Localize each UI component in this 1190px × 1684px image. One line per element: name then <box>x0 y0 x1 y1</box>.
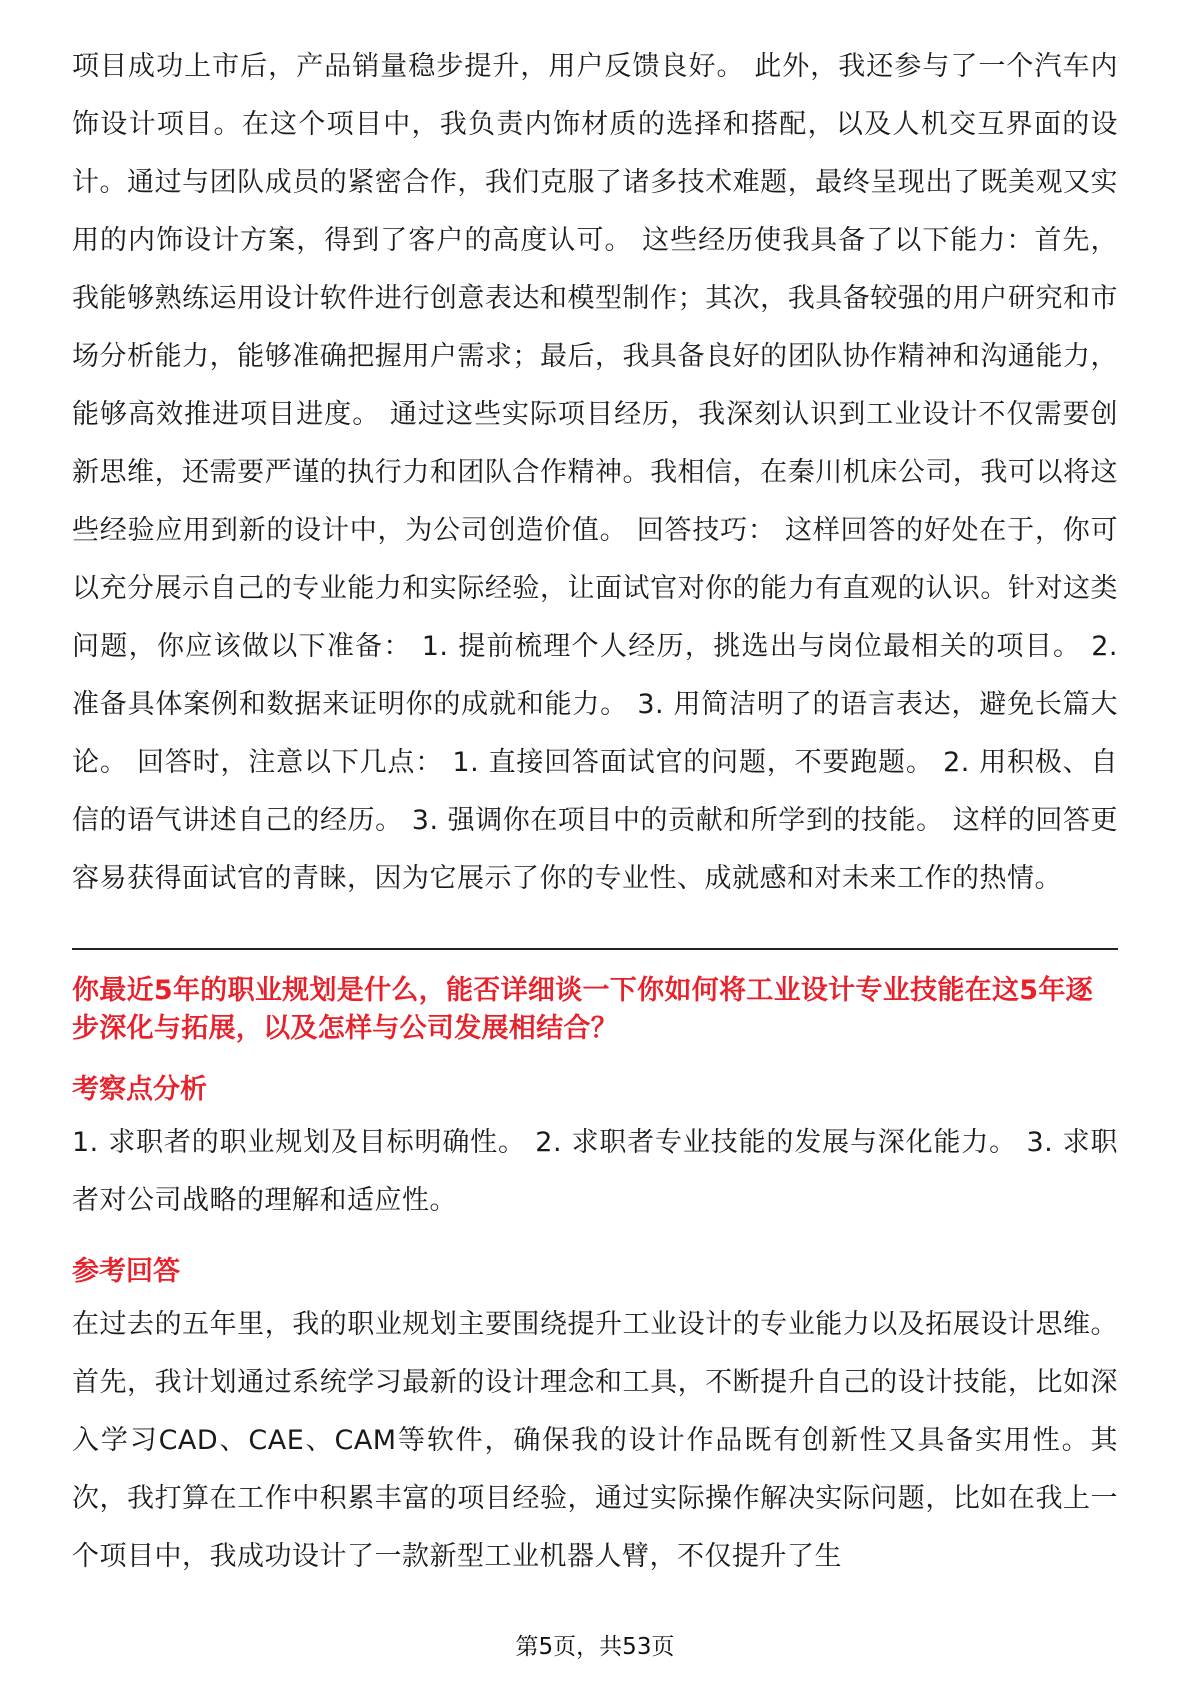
page-number: 第5页，共53页 <box>515 1634 675 1660</box>
reference-answer-paragraph: 在过去的五年里，我的职业规划主要围绕提升工业设计的专业能力以及拓展设计思维。首先，我计划通过系统学习最新的设计理念和工具，不断提升自己的设计技能，比如深入学习CAD、CAE、CAM等软件，确保我的设计作品既有创新性又具备实用性。其次，我打算在工作中积累丰富的项目经验，通过实际操作解决实际问题，比如在我上一个项目中，我成功设计了一款新型工业机器人臂，不仅提升了生 <box>72 1309 1118 1572</box>
analysis-heading: 考察点分析 <box>72 1074 207 1105</box>
analysis-paragraph: 1. 求职者的职业规划及目标明确性。 2. 求职者专业技能的发展与深化能力。 3. 求职者对公司战略的理解和适应性。 <box>72 1127 1118 1216</box>
document-page <box>72 38 1118 1586</box>
section-divider <box>72 948 1118 950</box>
interview-question: 你最近5年的职业规划是什么，能否详细谈一下你如何将工业设计专业技能在这5年逐步深化与拓展，以及怎样与公司发展相结合？ <box>72 975 1093 1044</box>
reference-answer-heading: 参考回答 <box>72 1256 180 1287</box>
intro-paragraph: 项目成功上市后，产品销量稳步提升，用户反馈良好。 此外，我还参与了一个汽车内饰设计项目。在这个项目中，我负责内饰材质的选择和搭配，以及人机交互界面的设计。通过与团队成员的紧密合作，我们克服了诸多技术难题，最终呈现出了既美观又实用的内饰设计方案，得到了客户的高度认可。 这些经历使我具备了以下能力：首先，我能够熟练运用设计软件进行创意表达和模型制作；其次，我具备较强的用户研究和市场分析能力，能够准确把握用户需求；最后，我具备良好的团队协作精神和沟通能力，能够高效推进项目进度。 通过这些实际项目经历，我深刻认识到工业设计不仅需要创新思维，还需要严谨的执行力和团队合作精神。我相信，在秦川机床公司，我可以将这些经验应用到新的设计中，为公司创造价值。 回答技巧： 这样回答的好处在于，你可以充分展示自己的专业能力和实际经验，让面试官对你的能力有直观的认识。针对这类问题，你应该做以下准备： 1. 提前梳理个人经历，挑选出与岗位最相关的项目。 2. 准备具体案例和数据来证明你的成就和能力。 3. 用简洁明了的语言表达，避免长篇大论。 回答时，注意以下几点： 1. 直接回答面试官的问题，不要跑题。 2. 用积极、自信的语气讲述自己的经历。 3. 强调你在项目中的贡献和所学到的技能。 这样的回答更容易获得面试官的青睐，因为它展示了你的专业性、成就感和对未来工作的热情。 <box>72 51 1118 894</box>
